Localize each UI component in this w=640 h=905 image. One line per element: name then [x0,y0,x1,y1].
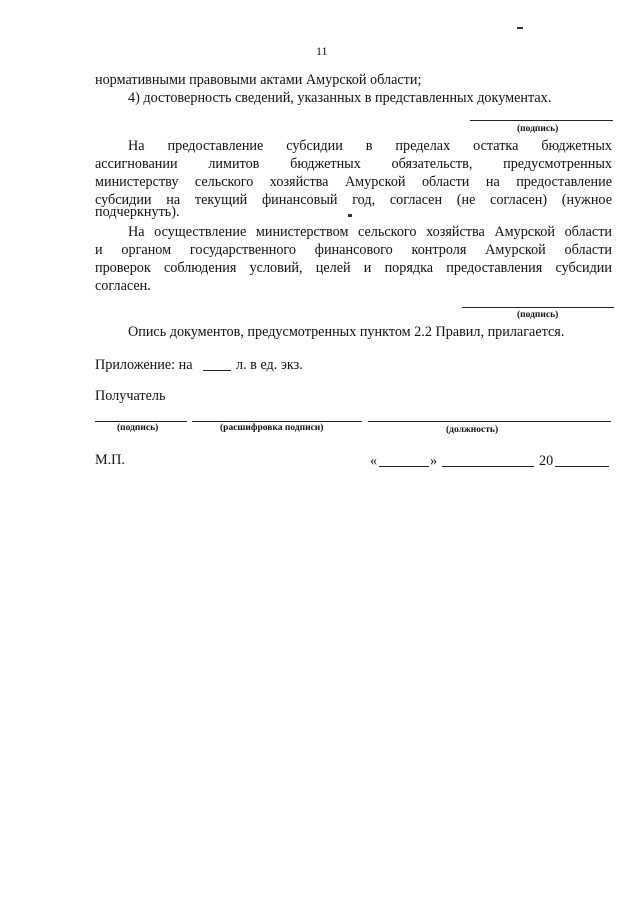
signature-label-2: (подпись) [517,310,559,320]
paragraph-2-line-1: На осуществление министерством сельского хозяйства Амурской области [128,224,612,240]
date-close-quote: » [430,453,438,469]
text-line-2: 4) достоверность сведений, указанных в представленных документах. [128,90,552,106]
recipient-label: Получатель [95,388,166,404]
paragraph-1-line-4: субсидии на текущий финансовый год, согласен (не согласен) (нужное [95,192,612,208]
paragraph-1-line-5: подчеркнуть). [95,204,180,220]
stamp-placeholder: М.П. [95,452,125,468]
scan-mark [348,214,352,217]
recipient-decoding-line [192,421,362,422]
appendix-prefix: Приложение: на [95,357,193,373]
recipient-position-caption: (должность) [446,425,499,435]
paragraph-2-line-4: согласен. [95,278,151,294]
appendix-suffix: л. в ед. экз. [236,357,303,373]
signature-line-2 [462,307,614,308]
paragraph-1-line-2: ассигновании лимитов бюджетных обязательств, предусмотренных [95,156,612,172]
signature-label-1: (подпись) [517,124,559,134]
paragraph-1-line-3: министерству сельского хозяйства Амурской области на предоставление [95,174,612,190]
text-line-1: нормативными правовыми актами Амурской области; [95,72,422,88]
signature-line-1 [470,120,613,121]
paragraph-2-line-2: и органом государственного финансового контроля Амурской области [95,242,612,258]
scan-mark [517,27,523,29]
inventory-note: Опись документов, предусмотренных пунктом 2.2 Правил, прилагается. [128,324,565,340]
date-day-blank [379,466,429,467]
date-open-quote: « [370,453,378,469]
paragraph-2-line-3: проверок соблюдения условий, целей и порядка предоставления субсидии [95,260,612,276]
recipient-signature-caption: (подпись) [117,423,159,433]
paragraph-1-line-1: На предоставление субсидии в пределах остатка бюджетных [128,138,612,154]
date-month-blank [442,466,534,467]
recipient-position-line [368,421,611,422]
date-year-blank [555,466,609,467]
appendix-sheets-blank [203,370,231,371]
date-year-prefix: 20 [539,453,554,469]
page-number: 11 [316,44,328,58]
recipient-signature-line [95,421,187,422]
recipient-decoding-caption: (расшифровка подписи) [220,423,324,433]
